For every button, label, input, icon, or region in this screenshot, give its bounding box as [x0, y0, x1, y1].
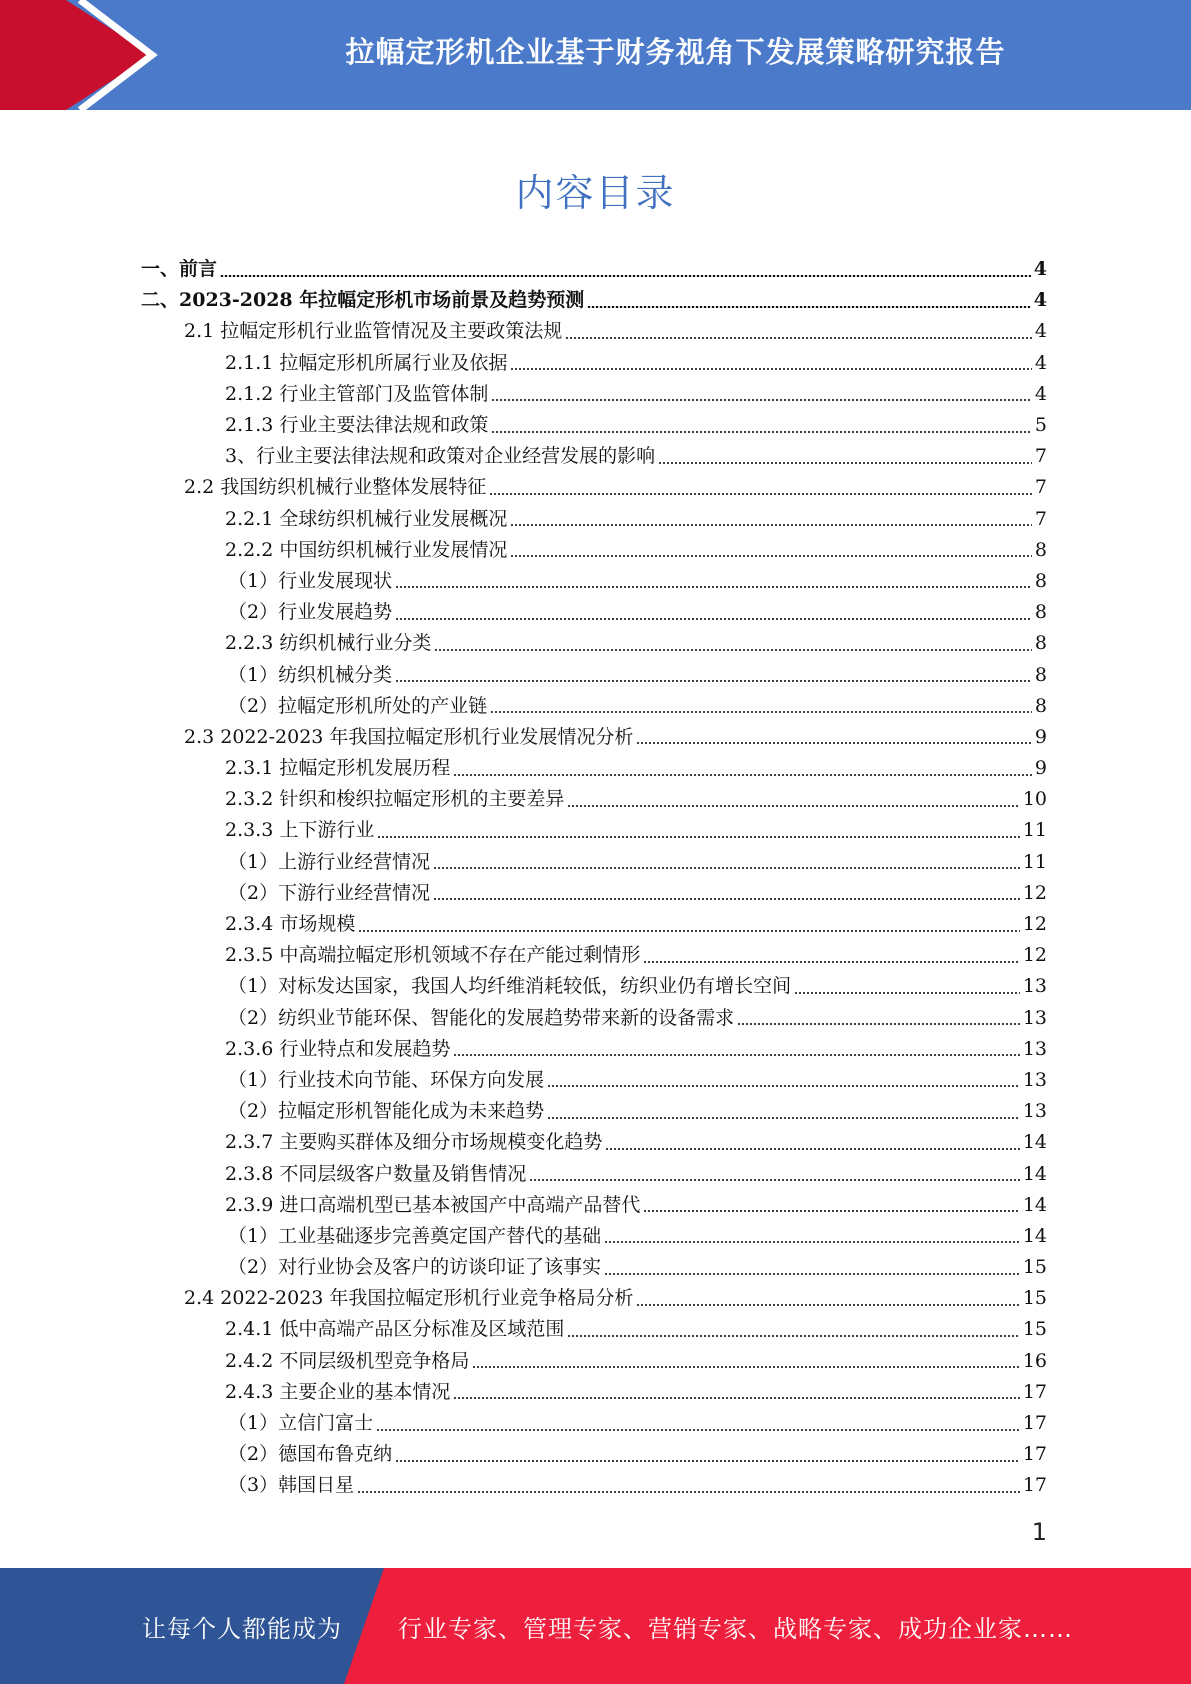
toc-entry-title: 2.3.1 拉幅定形机发展历程: [225, 757, 451, 780]
toc-dot-leader: [510, 524, 1032, 526]
toc-entry[interactable]: [0, 909, 1191, 940]
toc-entry-title: （1）行业发展现状: [228, 569, 393, 592]
toc-dot-leader: [395, 618, 1032, 620]
toc-heading: 内容目录: [515, 171, 676, 215]
toc-entry[interactable]: [0, 1439, 1191, 1470]
toc-dot-leader: [376, 1429, 1020, 1431]
toc-dot-leader: [453, 774, 1032, 776]
toc-entry-title: 2.4.3 主要企业的基本情况: [225, 1380, 451, 1403]
toc-entry[interactable]: [0, 1377, 1191, 1408]
table-of-contents: [0, 254, 1191, 1502]
toc-entry[interactable]: [0, 1314, 1191, 1345]
toc-entry[interactable]: [0, 659, 1191, 690]
toc-entry-page-number: 8: [1034, 601, 1047, 624]
report-header-banner: [0, 0, 1191, 110]
toc-entry[interactable]: [0, 1408, 1191, 1439]
toc-entry-page-number: 4: [1034, 320, 1047, 343]
toc-dot-leader: [490, 711, 1032, 713]
toc-entry-page-number: 17: [1022, 1474, 1047, 1497]
toc-entry-page-number: 7: [1034, 445, 1047, 468]
toc-entry-title: 2.3.9 进口高端机型已基本被国产中高端产品替代: [225, 1193, 641, 1216]
toc-dot-leader: [547, 1085, 1020, 1087]
toc-entry[interactable]: [0, 410, 1191, 441]
toc-entry[interactable]: [0, 316, 1191, 347]
toc-dot-leader: [357, 1491, 1020, 1493]
page-number: 1: [1031, 1518, 1047, 1546]
toc-entry[interactable]: [0, 691, 1191, 722]
toc-entry[interactable]: [0, 441, 1191, 472]
toc-dot-leader: [547, 1117, 1020, 1119]
toc-entry-title: （1）纺织机械分类: [228, 663, 393, 686]
toc-entry[interactable]: [0, 628, 1191, 659]
toc-entry-title: （2）对行业协会及客户的访谈印证了该事实: [228, 1256, 602, 1279]
toc-entry-title: 2.3.3 上下游行业: [225, 819, 375, 842]
toc-entry-page-number: 7: [1034, 476, 1047, 499]
toc-entry-title: （2）下游行业经营情况: [228, 881, 431, 904]
toc-entry-title: 二、2023-2028 年拉幅定形机市场前景及趋势预测: [141, 289, 585, 312]
toc-entry-page-number: 9: [1034, 757, 1047, 780]
toc-dot-leader: [453, 1054, 1019, 1056]
toc-dot-leader: [567, 1335, 1019, 1337]
toc-entry[interactable]: [0, 847, 1191, 878]
toc-entry-page-number: 4: [1034, 351, 1047, 374]
toc-dot-leader: [358, 930, 1019, 932]
toc-entry-page-number: 10: [1022, 788, 1047, 811]
toc-entry-page-number: 8: [1034, 694, 1047, 717]
toc-entry[interactable]: [0, 597, 1191, 628]
toc-entry-title: （1）对标发达国家，我国人均纤维消耗较低，纺织业仍有增长空间: [228, 975, 792, 998]
toc-entry-title: 2.1.2 行业主管部门及监管体制: [225, 382, 489, 405]
toc-dot-leader: [605, 1148, 1019, 1150]
toc-entry-title: 2.3.5 中高端拉幅定形机领域不存在产能过剩情形: [225, 944, 641, 967]
toc-entry-page-number: 5: [1034, 414, 1047, 437]
toc-entry-page-number: 4: [1034, 382, 1047, 405]
toc-dot-leader: [491, 431, 1032, 433]
toc-dot-leader: [565, 337, 1032, 339]
toc-entry-title: 2.1 拉幅定形机行业监管情况及主要政策法规: [184, 320, 563, 343]
toc-entry-title: 2.1.1 拉幅定形机所属行业及依据: [225, 351, 508, 374]
toc-entry-title: 一、前言: [141, 258, 218, 281]
toc-entry-page-number: 17: [1022, 1380, 1047, 1403]
toc-entry[interactable]: [0, 285, 1191, 316]
toc-entry-page-number: 11: [1022, 850, 1047, 873]
toc-entry[interactable]: [0, 971, 1191, 1002]
toc-entry[interactable]: [0, 878, 1191, 909]
toc-dot-leader: [395, 586, 1032, 588]
toc-dot-leader: [510, 368, 1032, 370]
toc-entry-page-number: 17: [1022, 1412, 1047, 1435]
toc-entry-page-number: 14: [1022, 1131, 1047, 1154]
toc-dot-leader: [794, 992, 1020, 994]
toc-entry-page-number: 9: [1034, 725, 1047, 748]
toc-entry-page-number: 13: [1022, 1100, 1047, 1123]
toc-entry-title: （2）纺织业节能环保、智能化的发展趋势带来新的设备需求: [228, 1006, 735, 1029]
toc-entry-page-number: 13: [1022, 975, 1047, 998]
toc-entry[interactable]: [0, 722, 1191, 753]
toc-entry[interactable]: [0, 254, 1191, 285]
toc-entry-page-number: 13: [1022, 1006, 1047, 1029]
toc-entry[interactable]: [0, 815, 1191, 846]
toc-entry-title: 2.2 我国纺织机械行业整体发展特征: [184, 476, 487, 499]
toc-entry-title: （3）韩国日星: [228, 1474, 355, 1497]
toc-entry-page-number: 12: [1022, 881, 1047, 904]
toc-entry-page-number: 15: [1022, 1287, 1047, 1310]
toc-entry-page-number: 16: [1022, 1349, 1047, 1372]
toc-entry-title: 2.3.2 针织和梭织拉幅定形机的主要差异: [225, 788, 565, 811]
toc-dot-leader: [658, 462, 1032, 464]
toc-entry-title: 2.4.1 低中高端产品区分标准及区域范围: [225, 1318, 565, 1341]
toc-entry-title: （1）上游行业经营情况: [228, 850, 431, 873]
toc-entry[interactable]: [0, 348, 1191, 379]
toc-entry[interactable]: [0, 1065, 1191, 1096]
toc-dot-leader: [395, 1460, 1020, 1462]
toc-entry-title: 3、行业主要法律法规和政策对企业经营发展的影响: [225, 445, 656, 468]
toc-entry[interactable]: [0, 1003, 1191, 1034]
toc-entry-title: （2）拉幅定形机所处的产业链: [228, 694, 488, 717]
toc-dot-leader: [737, 1023, 1020, 1025]
toc-entry-page-number: 8: [1034, 632, 1047, 655]
toc-dot-leader: [510, 555, 1032, 557]
toc-entry-page-number: 7: [1034, 507, 1047, 530]
toc-entry[interactable]: [0, 1190, 1191, 1221]
toc-entry[interactable]: [0, 1221, 1191, 1252]
toc-entry-page-number: 4: [1033, 289, 1047, 312]
toc-entry-page-number: 14: [1022, 1162, 1047, 1185]
toc-entry-title: 2.3.4 市场规模: [225, 913, 356, 936]
footer-slogan-right: 行业专家、管理专家、营销专家、战略专家、成功企业家……: [398, 1614, 1073, 1643]
toc-entry[interactable]: [0, 504, 1191, 535]
toc-dot-leader: [643, 1210, 1019, 1212]
toc-entry-page-number: 13: [1022, 1068, 1047, 1091]
toc-entry-page-number: 15: [1022, 1256, 1047, 1279]
toc-dot-leader: [433, 898, 1020, 900]
toc-entry[interactable]: [0, 784, 1191, 815]
toc-entry-title: 2.1.3 行业主要法律法规和政策: [225, 414, 489, 437]
toc-dot-leader: [643, 961, 1019, 963]
toc-entry-page-number: 8: [1034, 538, 1047, 561]
toc-entry[interactable]: [0, 535, 1191, 566]
toc-dot-leader: [587, 306, 1031, 308]
toc-entry-page-number: 17: [1022, 1443, 1047, 1466]
toc-dot-leader: [489, 493, 1032, 495]
footer-slogan-left: 让每个人都能成为: [142, 1614, 342, 1643]
toc-dot-leader: [434, 649, 1032, 651]
toc-entry-page-number: 12: [1022, 944, 1047, 967]
toc-dot-leader: [529, 1179, 1019, 1181]
toc-entry[interactable]: [0, 1096, 1191, 1127]
toc-entry-title: 2.3 2022-2023 年我国拉幅定形机行业发展情况分析: [184, 725, 634, 748]
toc-entry-title: 2.2.2 中国纺织机械行业发展情况: [225, 538, 508, 561]
toc-dot-leader: [491, 399, 1032, 401]
toc-entry[interactable]: [0, 1252, 1191, 1283]
toc-dot-leader: [453, 1397, 1019, 1399]
toc-entry-title: （2）行业发展趋势: [228, 601, 393, 624]
toc-entry[interactable]: [0, 940, 1191, 971]
toc-dot-leader: [433, 867, 1020, 869]
toc-dot-leader: [636, 742, 1031, 744]
toc-dot-leader: [604, 1273, 1020, 1275]
report-title: 拉幅定形机企业基于财务视角下发展策略研究报告: [345, 34, 1006, 69]
toc-entry-page-number: 12: [1022, 913, 1047, 936]
toc-entry-title: （2）德国布鲁克纳: [228, 1443, 393, 1466]
toc-entry[interactable]: [0, 379, 1191, 410]
toc-dot-leader: [220, 275, 1031, 277]
toc-entry-page-number: 15: [1022, 1318, 1047, 1341]
toc-dot-leader: [472, 1366, 1019, 1368]
toc-entry-title: （1）行业技术向节能、环保方向发展: [228, 1068, 545, 1091]
toc-entry[interactable]: [0, 566, 1191, 597]
toc-entry[interactable]: [0, 1283, 1191, 1314]
toc-entry-title: （2）拉幅定形机智能化成为未来趋势: [228, 1100, 545, 1123]
toc-entry-title: 2.3.6 行业特点和发展趋势: [225, 1037, 451, 1060]
toc-dot-leader: [567, 805, 1019, 807]
toc-entry-page-number: 14: [1022, 1224, 1047, 1247]
toc-entry[interactable]: [0, 1158, 1191, 1189]
toc-dot-leader: [395, 680, 1032, 682]
toc-entry-page-number: 8: [1034, 663, 1047, 686]
toc-dot-leader: [604, 1241, 1020, 1243]
toc-entry[interactable]: [0, 1034, 1191, 1065]
toc-dot-leader: [636, 1304, 1019, 1306]
toc-entry-title: （1）工业基础逐步完善奠定国产替代的基础: [228, 1224, 602, 1247]
toc-entry-title: 2.3.7 主要购买群体及细分市场规模变化趋势: [225, 1131, 603, 1154]
toc-entry[interactable]: [0, 1470, 1191, 1501]
toc-entry-title: 2.4 2022-2023 年我国拉幅定形机行业竞争格局分析: [184, 1287, 634, 1310]
toc-entry-title: （1）立信门富士: [228, 1412, 374, 1435]
toc-entry-title: 2.2.1 全球纺织机械行业发展概况: [225, 507, 508, 530]
toc-entry[interactable]: [0, 753, 1191, 784]
footer-banner: [0, 1568, 1191, 1684]
toc-entry-page-number: 8: [1034, 569, 1047, 592]
toc-entry-page-number: 4: [1033, 258, 1047, 281]
toc-entry-title: 2.2.3 纺织机械行业分类: [225, 632, 432, 655]
toc-dot-leader: [377, 836, 1019, 838]
toc-entry[interactable]: [0, 472, 1191, 503]
toc-entry[interactable]: [0, 1127, 1191, 1158]
toc-entry-page-number: 14: [1022, 1193, 1047, 1216]
toc-entry-title: 2.3.8 不同层级客户数量及销售情况: [225, 1162, 527, 1185]
toc-entry-title: 2.4.2 不同层级机型竞争格局: [225, 1349, 470, 1372]
toc-entry-page-number: 13: [1022, 1037, 1047, 1060]
toc-entry-page-number: 11: [1022, 819, 1047, 842]
toc-entry[interactable]: [0, 1346, 1191, 1377]
